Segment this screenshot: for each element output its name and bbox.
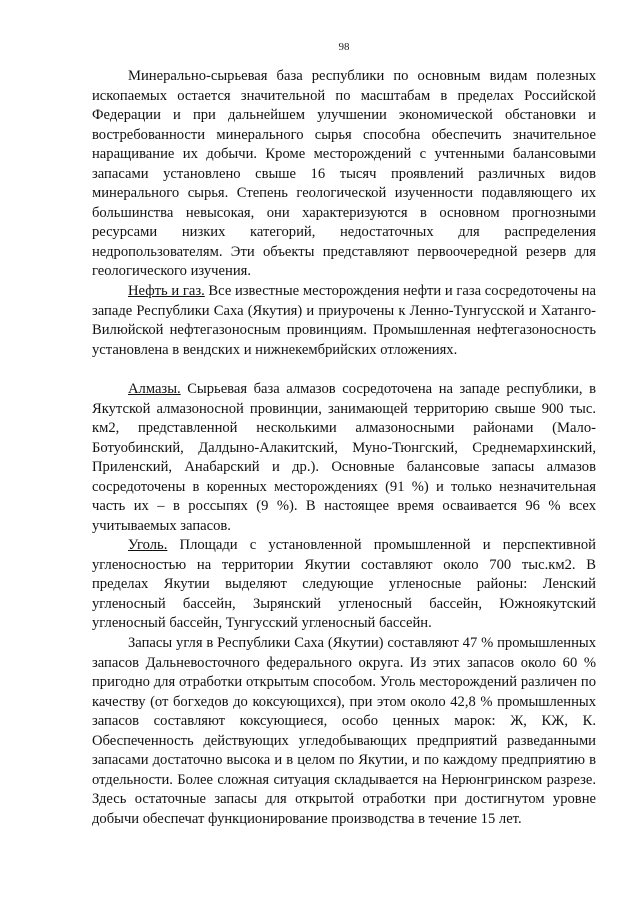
paragraph-text: Запасы угля в Республики Саха (Якутии) составляют 47 % промышленных запасов Дальневосточного федерального округа. Из этих запасов около 60 % пригодно для отработки открытым способом. Уголь месторождений различен по качеству (от богхедов до коксующихся), при этом около 42,8 % промышленных запасов составляют коксующиеся, особо ценных марок: Ж, КЖ, К. Обеспеченность действующих угледобывающих предприятий разведанными запасами достаточно высока и в целом по Якутии, и по каждому предприятию в отдельности. Более сложная ситуация складывается на Нерюнгринском разрезе. Здесь остаточные запасы для открытой отработки при достигнутом уровне добычи обеспечат функционирование производства в течение 15 лет. bbox=[92, 635, 596, 827]
paragraph-text: Площади с установленной промышленной и перспективной угленосностью на территории Якутии составляют около 700 тыс.км2. В пределах Якутии выделяют следующие угленосные районы: Ленский угленосный бассейн, Зырянский угленосный бассейн, Южноякутский угленосный бассейн, Тунгусский угленосный бассейн. bbox=[92, 537, 596, 632]
paragraph-oil-gas bbox=[92, 282, 596, 360]
page-number: 98 bbox=[338, 41, 350, 53]
paragraph-coal-reserves bbox=[92, 634, 596, 829]
paragraph-mineral-base bbox=[92, 67, 596, 282]
paragraph-heading: Нефть и газ. bbox=[128, 283, 205, 299]
paragraph-coal bbox=[92, 536, 596, 634]
paragraph-diamonds bbox=[92, 380, 596, 536]
paragraph-heading: Уголь. bbox=[128, 537, 168, 553]
paragraph-text: Все известные месторождения нефти и газа сосредоточены на западе Республики Саха (Якутия) и приурочены к Ленно-Тунгусской и Хатанго-Вилюйской нефтегазоносным провинциям. Промышленная нефтегазоносность установлена в вендских и нижнекембрийских отложениях. bbox=[92, 283, 597, 358]
paragraph-heading: Алмазы. bbox=[128, 381, 181, 397]
paragraph-text: Сырьевая база алмазов сосредоточена на западе республики, в Якутской алмазоносной провинции, занимающей территорию свыше 900 тыс. км2, представленной несколькими алмазоносными районами (Мало-Ботуобинский, Далдыно-Алакитский, Муно-Тюнгский, Среднемархинский, Приленский, Анабарский и др.). Основные балансовые запасы алмазов сосредоточены в коренных месторождениях (91 %) и только незначительная часть их – в россыпях (9 %). В настоящее время осваивается 96 % всех учитываемых запасов. bbox=[92, 381, 596, 534]
paragraph-text: Минерально-сырьевая база республики по основным видам полезных ископаемых остается значительной по масштабам в пределах Российской Федерации и при дальнейшем улучшении экономической обстановки и востребованности минерального сырья способна обеспечить значительное наращивание их добычи. Кроме месторождений с учтенными балансовыми запасами установлено свыше 16 тысяч проявлений различных видов минерального сырья. Степень геологической изученности подавляющего их большинства невысокая, они характеризуются в основном прогнозными ресурсами низких категорий, недостаточных для распределения недропользователям. Эти объекты представляют первоочередной резерв для геологического изучения. bbox=[92, 68, 596, 280]
